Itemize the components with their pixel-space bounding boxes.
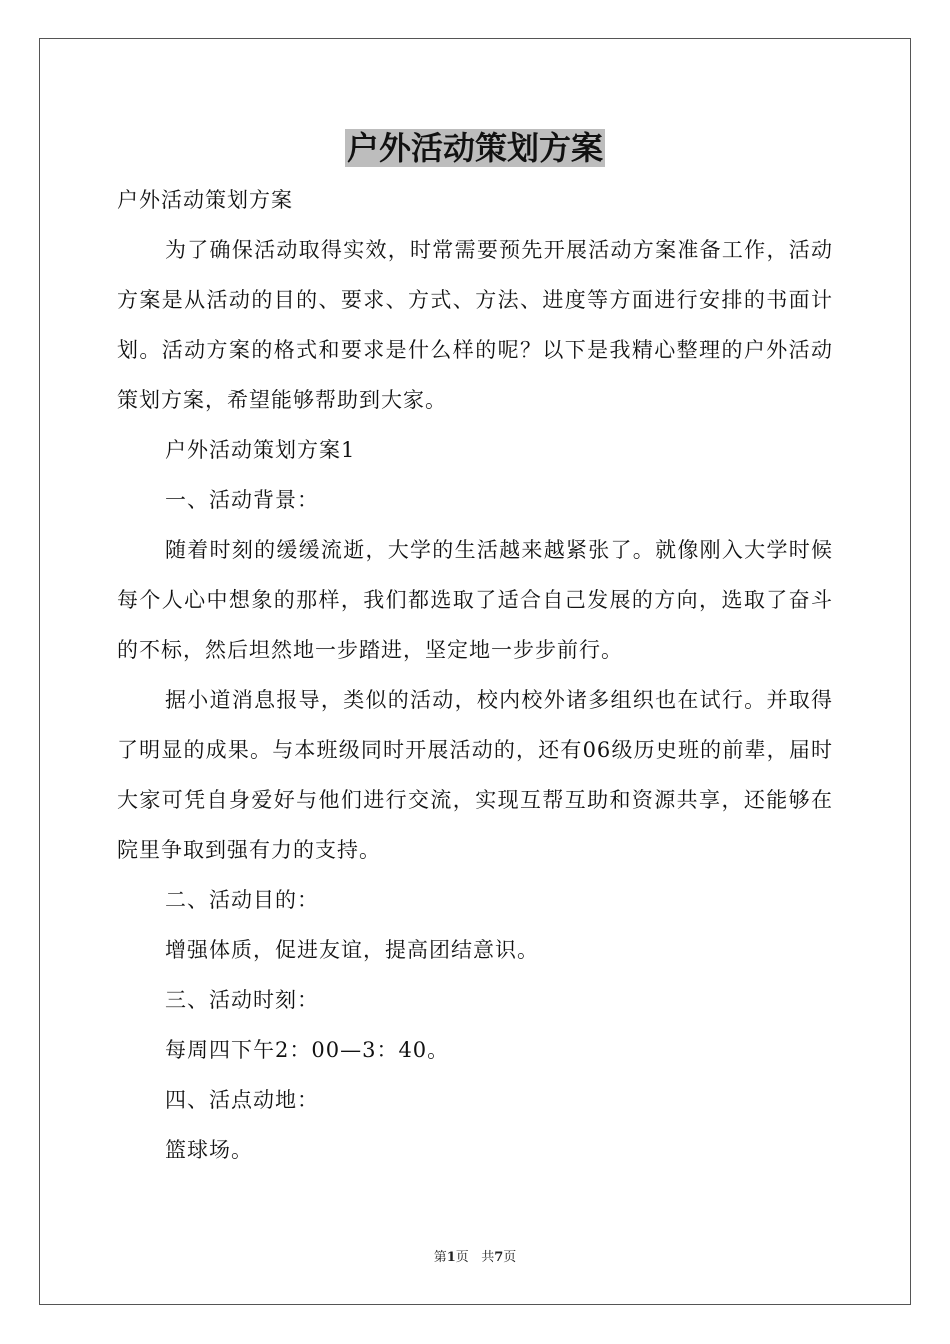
document-title	[0, 124, 950, 172]
background-paragraph-1: 随着时刻的缓缓流逝，大学的生活越来越紧张了。就像刚入大学时候每个人心中想象的那样，我们都选取了适合自己发展的方向，选取了奋斗的不标，然后坦然地一步踏进，坚定地一步步前行。	[117, 538, 833, 662]
total-pages: 7	[494, 1250, 504, 1265]
page-number: 1	[446, 1250, 456, 1265]
page-suffix: 页	[455, 1250, 469, 1265]
subtitle-paragraph: 户外活动策划方案	[117, 188, 293, 212]
document-title-text: 户外活动策划方案	[346, 129, 603, 167]
time-paragraph: 每周四下午2：00—3：40。	[165, 1038, 450, 1062]
page-footer	[0, 1246, 950, 1265]
section-heading-location: 四、活点动地：	[165, 1088, 319, 1112]
section-heading-background: 一、活动背景：	[165, 488, 319, 512]
document-body	[117, 175, 833, 1175]
page-prefix: 第	[433, 1250, 447, 1265]
background-paragraph-2: 据小道消息报导，类似的活动，校内校外诸多组织也在试行。并取得了明显的成果。与本班级同时开展活动的，还有06级历史班的前辈，届时大家可凭自身爱好与他们进行交流，实现互帮互助和资源共享，还能够在院里争取到强有力的支持。	[117, 688, 833, 862]
location-paragraph: 篮球场。	[165, 1138, 253, 1162]
section-heading-time: 三、活动时刻：	[165, 988, 319, 1012]
total-suffix: 页	[503, 1250, 517, 1265]
section-heading-plan-1: 户外活动策划方案1	[165, 438, 356, 462]
purpose-paragraph: 增强体质，促进友谊，提高团结意识。	[165, 938, 539, 962]
total-prefix: 共	[481, 1250, 495, 1265]
intro-paragraph: 为了确保活动取得实效，时常需要预先开展活动方案准备工作，活动方案是从活动的目的、要求、方式、方法、进度等方面进行安排的书面计划。活动方案的格式和要求是什么样的呢？以下是我精心整理的户外活动策划方案，希望能够帮助到大家。	[117, 238, 833, 412]
section-heading-purpose: 二、活动目的：	[165, 888, 319, 912]
